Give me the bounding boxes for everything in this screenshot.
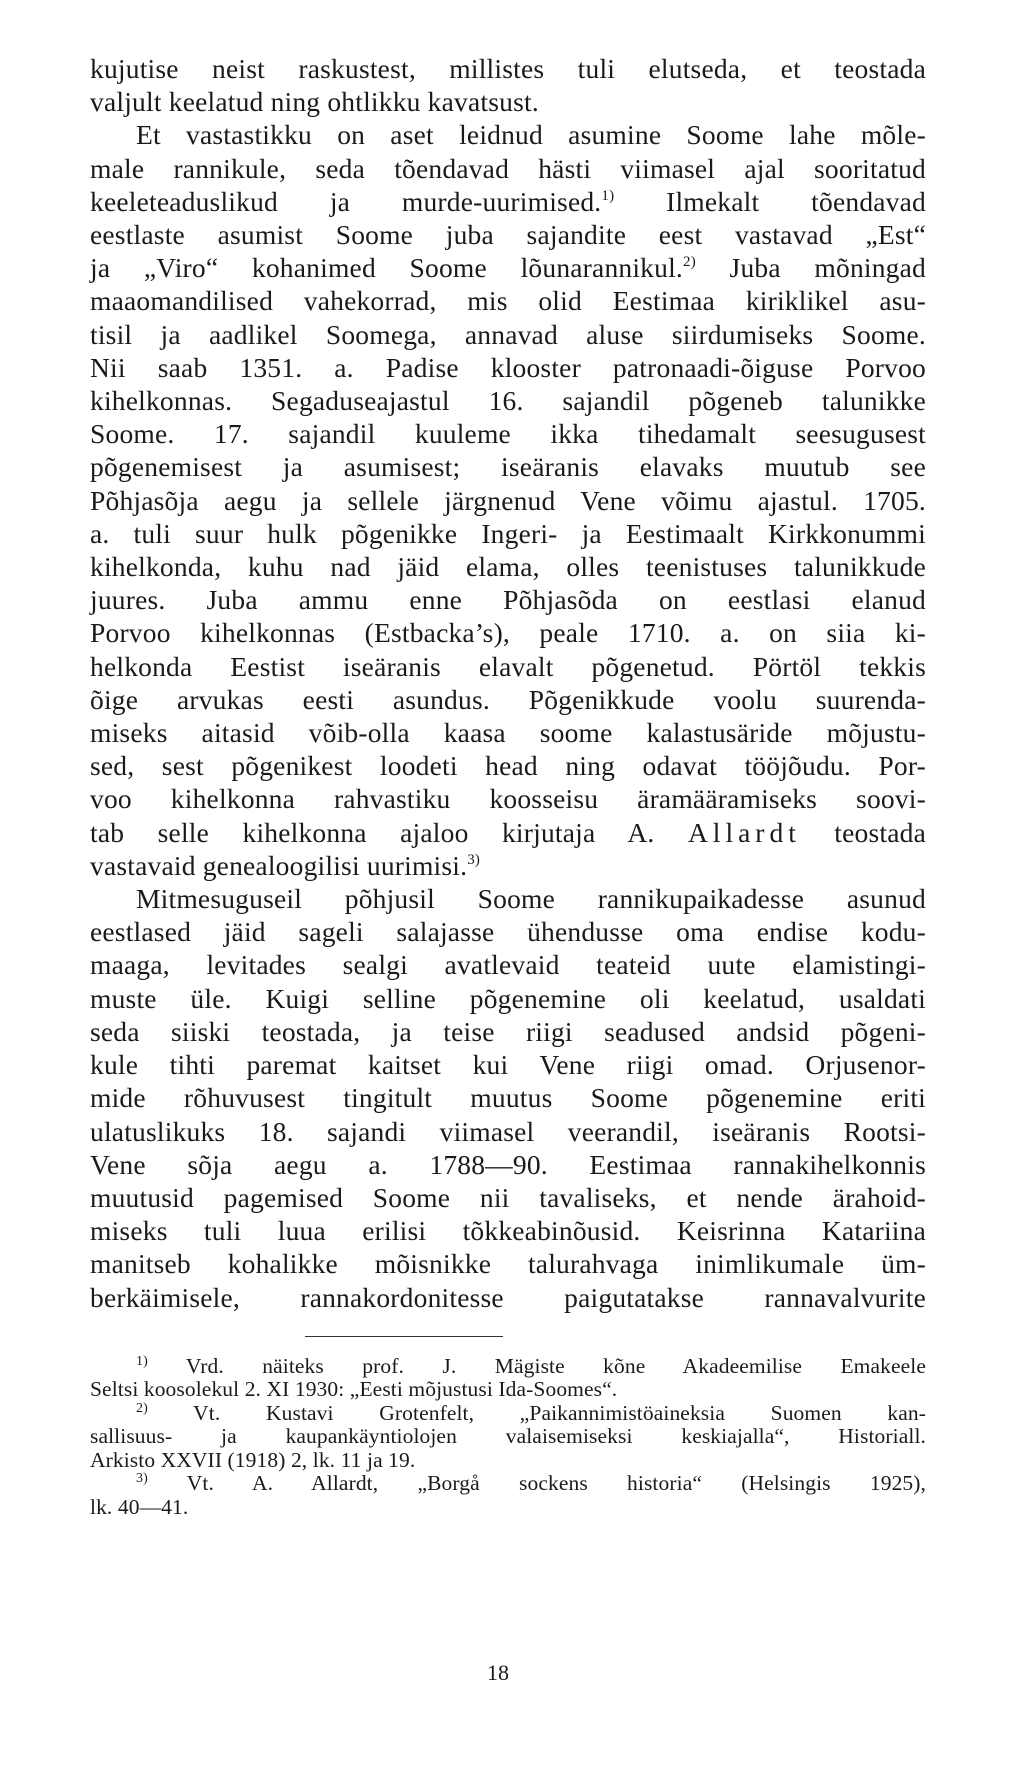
page-number: 18	[487, 1660, 509, 1685]
body-line-text: Soome. 17. sajandil kuuleme ikka tihedamalt seesugusest	[90, 418, 926, 450]
footnote-line	[90, 1402, 926, 1426]
body-line-text: manitseb kohalikke mõisnikke talurahvaga inimlikumale üm-	[90, 1248, 926, 1280]
body-line-text: eestlased jäid sageli salajasse ühendusse oma endise kodu-	[90, 916, 926, 948]
body-line	[90, 915, 926, 948]
body-line	[90, 782, 926, 815]
body-line-text: miseks aitasid võib-olla kaasa soome kalastusäride mõjustu-	[90, 717, 926, 749]
body-line	[90, 450, 926, 483]
body-line-text: õige arvukas eesti asundus. Põgenikkude voolu suurenda-	[90, 683, 926, 715]
footnote-number: 3)	[136, 1471, 148, 1487]
body-line	[90, 1214, 926, 1247]
body-line-text: tab selle kihelkonna ajaloo kirjutaja A.	[90, 816, 688, 848]
body-line	[90, 849, 926, 882]
footnote-reference: 2)	[683, 254, 696, 271]
body-text	[90, 52, 926, 1314]
body-line-text: keeleteaduslikud ja murde-uurimised.	[90, 185, 602, 217]
body-line	[90, 982, 926, 1015]
footnote-text: sallisuus- ja kaupankäyntiolojen valaisemiseksi keskiajalla“, Historiall.	[90, 1424, 926, 1449]
body-line	[90, 417, 926, 450]
footnote-reference: 1)	[601, 187, 615, 204]
body-line-text: kihelkonnas. Segaduseajastul 16. sajandil põgeneb talunikke	[90, 385, 926, 417]
body-line	[90, 948, 926, 981]
body-line-text: mide rõhuvusest tingitult muutus Soome põgenemine eriti	[90, 1082, 926, 1114]
body-line	[90, 616, 926, 649]
body-line	[90, 1148, 926, 1181]
body-line	[90, 185, 926, 218]
body-line-text: helkonda Eestist iseäranis elavalt põgenetud. Pörtöl tekkis	[90, 650, 926, 682]
body-line-text: maaga, levitades sealgi avatlevaid teateid uute elamistingi-	[90, 949, 926, 981]
footnote-text: Vt. Kustavi Grotenfelt, „Paikannimistöaineksia Suomen kan-	[147, 1400, 926, 1425]
footnote-line	[90, 1449, 926, 1473]
footnote-text: lk. 40—41.	[90, 1494, 189, 1519]
body-line	[90, 218, 926, 251]
body-line-text: kihelkonda, kuhu nad jäid elama, olles teenistuses talunikkude	[90, 551, 926, 583]
body-line-text: kujutise neist raskustest, millistes tuli elutseda, et teostada	[90, 53, 926, 84]
body-line-text: tisil ja aadlikel Soomega, annavad aluse siirdumiseks Soome.	[90, 318, 926, 350]
footnote-line	[90, 1472, 926, 1496]
body-line-text: Nii saab 1351. a. Padise klooster patronaadi-õiguse Porvoo	[90, 351, 926, 383]
body-line-text: voo kihelkonna rahvastiku koosseisu äramääramiseks soovi-	[90, 783, 926, 815]
body-line	[90, 517, 926, 550]
body-line	[90, 583, 926, 616]
body-line-text: maaomandilised vahekorrad, mis olid Eestimaa kiriklikel asu-	[90, 285, 926, 317]
body-line	[90, 716, 926, 749]
body-line	[90, 351, 926, 384]
body-line-text: muste üle. Kuigi selline põgenemine oli keelatud, usaldati	[90, 982, 926, 1014]
footnote-line	[90, 1378, 926, 1402]
body-line-text: male rannikule, seda tõendavad hästi viimasel ajal sooritatud	[90, 152, 926, 184]
body-line-text: kule tihti paremat kaitset kui Vene riigi omad. Orjusenor-	[90, 1049, 926, 1081]
footnote-text: Vt. A. Allardt, „Borgå sockens historia“ (Helsingis 1925),	[147, 1471, 926, 1496]
body-line	[90, 1015, 926, 1048]
body-line	[90, 52, 926, 85]
body-line-text: miseks tuli luua erilisi tõkkeabinõusid. Keisrinna Katariina	[90, 1215, 926, 1247]
body-line-text: ulatuslikuks 18. sajandi viimasel veerandil, iseäranis Rootsi-	[90, 1115, 926, 1147]
body-line-text: vastavaid genealoogilisi uurimisi.	[90, 849, 468, 881]
footnote-number: 1)	[136, 1353, 148, 1369]
body-line-text: seda siiski teostada, ja teise riigi seadused andsid põgeni-	[90, 1015, 926, 1047]
body-line-text-after: Ilmekalt tõendavad	[614, 185, 926, 217]
body-line	[90, 384, 926, 417]
body-line	[90, 1281, 926, 1314]
body-line	[90, 749, 926, 782]
body-line	[90, 152, 926, 185]
body-line	[90, 484, 926, 517]
footnote-text: Seltsi koosolekul 2. XI 1930: „Eesti mõjustusi Ida-Soomes“.	[90, 1377, 618, 1402]
footnote-number: 2)	[136, 1400, 148, 1416]
page	[90, 52, 926, 1519]
spaced-author-name: Allardt	[687, 816, 801, 848]
body-line	[90, 85, 926, 118]
body-line-text: eestlaste asumist Soome juba sajandite eest vastavad „Est“	[90, 219, 926, 251]
body-line	[90, 1181, 926, 1214]
body-line-text: Porvoo kihelkonnas (Estbacka’s), peale 1710. a. on siia ki-	[90, 617, 926, 649]
body-line-text-after: teostada	[800, 816, 926, 848]
footnote-text: Arkisto XXVII (1918) 2, lk. 11 ja 19.	[90, 1447, 416, 1472]
body-line-text: põgenemisest ja asumisest; iseäranis elavaks muutub see	[90, 451, 926, 483]
body-line	[90, 683, 926, 716]
body-line-text-after: Juba mõningad	[695, 252, 926, 284]
footnote-separator	[305, 1336, 503, 1337]
body-line-text: juures. Juba ammu enne Põhjasõda on eestlasi elanud	[90, 584, 926, 616]
body-line-text: a. tuli suur hulk põgenikke Ingeri- ja Eestimaalt Kirkkonummi	[90, 517, 926, 549]
body-line	[90, 284, 926, 317]
body-line	[90, 816, 926, 849]
body-line	[90, 650, 926, 683]
body-line-text: Põhjasõja aegu ja sellele järgnenud Vene võimu ajastul. 1705.	[90, 484, 926, 516]
body-line	[90, 550, 926, 583]
body-line	[90, 251, 926, 284]
body-line-text: Vene sõja aegu a. 1788—90. Eestimaa rannakihelkonnis	[90, 1148, 926, 1180]
body-line	[90, 318, 926, 351]
body-line	[90, 1115, 926, 1148]
body-line-text: ja „Viro“ kohanimed Soome lõunarannikul.	[90, 252, 683, 284]
footnote-text: Vrd. näiteks prof. J. Mägiste kõne Akadeemilise Emakeele	[147, 1353, 926, 1378]
body-line	[90, 882, 926, 915]
footnote-line	[90, 1355, 926, 1379]
footnote-line	[90, 1496, 926, 1520]
body-line-text: sed, sest põgenikest loodeti head ning odavat tööjõudu. Por-	[90, 750, 926, 782]
body-line	[90, 1081, 926, 1114]
body-line	[90, 1247, 926, 1280]
body-line-text: Mitmesuguseil põhjusil Soome rannikupaikadesse asunud	[136, 883, 926, 915]
footnotes	[90, 1355, 926, 1520]
body-line-text: Et vastastikku on aset leidnud asumine Soome lahe mõle-	[136, 119, 926, 151]
footnote-line	[90, 1425, 926, 1449]
body-line-text: valjult keelatud ning ohtlikku kavatsust.	[90, 86, 539, 118]
body-line	[90, 118, 926, 151]
body-line-text: muutusid pagemised Soome nii tavaliseks, et nende ärahoid-	[90, 1181, 926, 1213]
body-line-text: berkäimisele, rannakordonitesse paigutatakse rannavalvurite	[90, 1281, 926, 1313]
body-line	[90, 1048, 926, 1081]
footnote-reference: 3)	[467, 851, 481, 868]
